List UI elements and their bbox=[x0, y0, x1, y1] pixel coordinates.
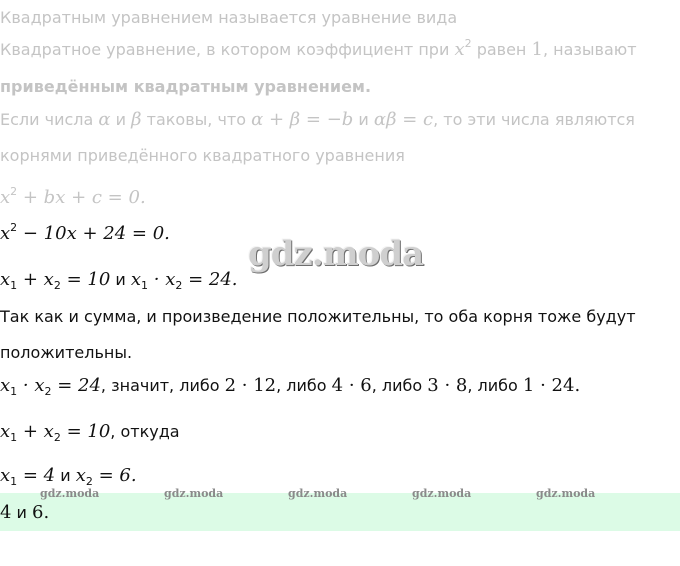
roots-result: $x_1 = 4$ и $x_2 = 6$. bbox=[0, 465, 137, 488]
mini-watermark: gdz.moda bbox=[536, 487, 596, 500]
theory-formula: $x^2$ + bx + c = 0. bbox=[0, 185, 146, 208]
mini-watermark: gdz.moda bbox=[40, 487, 100, 500]
theory-reduced-definition: Квадратное уравнение, в котором коэффициент при $x^2$ равен 1, называют bbox=[0, 37, 637, 60]
reasoning-text-cont: положительны. bbox=[0, 343, 133, 362]
theory-term: приведённым квадратным уравнением. bbox=[0, 77, 372, 96]
reasoning-text: Так как и сумма, и произведение положительны, то оба корня тоже будут bbox=[0, 307, 636, 326]
theory-definition: Квадратным уравнением называется уравнение вида bbox=[0, 8, 458, 27]
theory-vieta: Если числа α и β таковы, что α + β = −b и αβ = c, то эти числа являются bbox=[0, 109, 635, 130]
mini-watermark: gdz.moda bbox=[164, 487, 224, 500]
watermark-logo: gdz.moda bbox=[248, 234, 424, 274]
equation: $x^2 - 10x + 24 = 0$. bbox=[0, 221, 170, 244]
final-answer: 4 и 6. bbox=[0, 502, 50, 523]
mini-watermark: gdz.moda bbox=[288, 487, 348, 500]
sum-condition: $x_1 + x_2 = 10$, откуда bbox=[0, 421, 180, 444]
theory-roots: корнями приведённого квадратного уравнения bbox=[0, 146, 405, 165]
vieta-relations: $x_1 + x_2 = 10$ и $x_1 \cdot x_2 = 24$. bbox=[0, 269, 238, 292]
mini-watermark: gdz.moda bbox=[412, 487, 472, 500]
product-options: $x_1 \cdot x_2 = 24$, значит, либо 2 · 12, либо 4 · 6, либо 3 · 8, либо 1 · 24. bbox=[0, 375, 581, 398]
